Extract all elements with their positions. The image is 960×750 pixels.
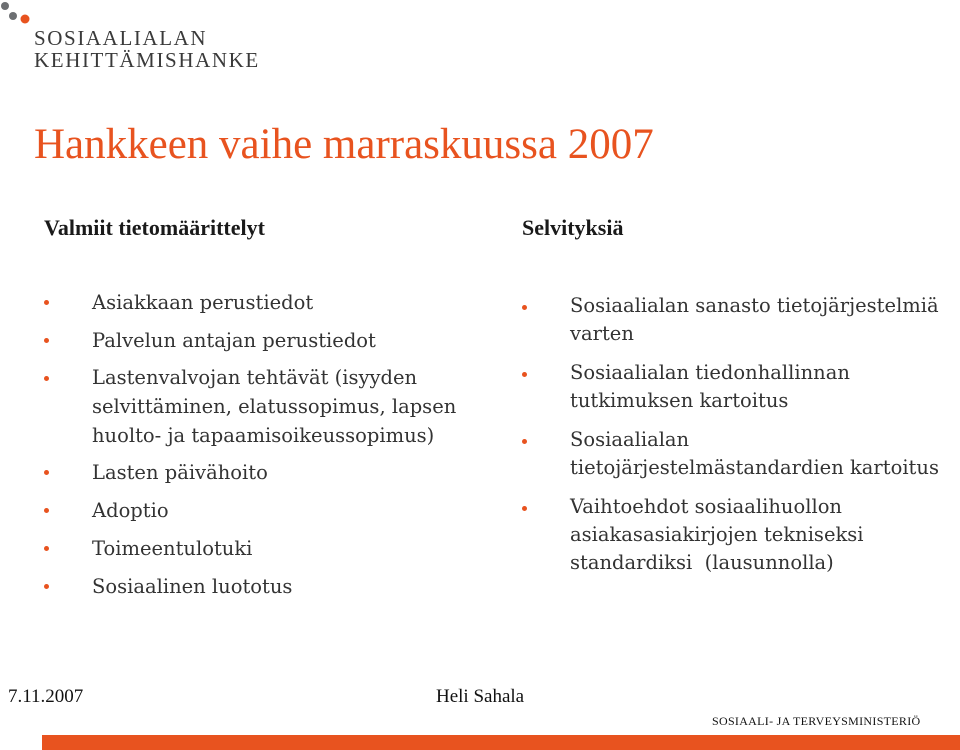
left-column-heading: Valmiit tietomäärittelyt	[44, 215, 265, 240]
bullet-icon	[522, 439, 527, 444]
bullet-icon	[44, 470, 49, 475]
list-item-line: Sosiaalialan sanasto tietojärjestelmiä	[570, 294, 939, 317]
bullet-icon	[44, 376, 49, 381]
footer-date: 7.11.2007	[8, 686, 84, 707]
list-item	[44, 571, 484, 602]
list-item-line: varten	[570, 322, 634, 345]
slide-title: Hankkeen vaihe marraskuussa 2007	[34, 121, 654, 168]
list-item-line: standardiksi (lausunnolla)	[570, 551, 834, 574]
list-item-line: Sosiaalialan tiedonhallinnan	[570, 361, 850, 384]
list-item-text: Adoptio	[92, 499, 169, 522]
list-item	[44, 533, 484, 564]
list-item-line: asiakasasiakirjojen tekniseksi	[570, 523, 864, 546]
bullet-icon	[44, 338, 49, 343]
list-item	[44, 363, 484, 450]
right-bullet-list	[522, 292, 960, 588]
list-item	[44, 495, 484, 526]
list-item-line: tietojärjestelmästandardien kartoitus	[570, 456, 939, 479]
bullet-icon	[522, 506, 527, 511]
footer-ministry: SOSIAALI- JA TERVEYSMINISTERIÖ	[712, 714, 921, 728]
logo-line-2: KEHITTÄMISHANKE	[34, 48, 260, 72]
list-item-line: tutkimuksen kartoitus	[570, 389, 789, 412]
list-item-text: Lastenvalvojan tehtävät (isyyden selvittäminen, elatussopimus, lapsen huolto- ja tapaamisoikeussopimus)	[92, 366, 457, 447]
list-item-text: Toimeentulotuki	[92, 537, 253, 560]
logo-line-1: SOSIAALIALAN	[34, 26, 208, 50]
list-item	[44, 325, 484, 356]
list-item	[44, 287, 484, 318]
footer-author: Heli Sahala	[436, 686, 525, 707]
list-item	[522, 359, 960, 415]
logo-dot-gray-1	[1, 2, 9, 10]
bullet-icon	[522, 372, 527, 377]
logo-text	[34, 27, 260, 71]
list-item	[44, 457, 484, 488]
list-item	[522, 426, 960, 482]
project-logo	[0, 0, 260, 70]
bullet-icon	[44, 546, 49, 551]
logo-dot-orange	[21, 15, 30, 24]
right-column-heading: Selvityksiä	[522, 215, 624, 240]
footer-accent-bar	[42, 735, 960, 750]
list-item-line: Vaihtoehdot sosiaalihuollon	[570, 495, 842, 518]
left-bullet-list	[44, 287, 484, 609]
logo-dot-gray-2	[9, 12, 17, 20]
list-item-text: Asiakkaan perustiedot	[92, 291, 314, 314]
list-item-line: Sosiaalialan	[570, 428, 690, 451]
bullet-icon	[522, 305, 527, 310]
list-item	[522, 292, 960, 348]
list-item	[522, 493, 960, 577]
bullet-icon	[44, 300, 49, 305]
bullet-icon	[44, 508, 49, 513]
bullet-icon	[44, 584, 49, 589]
list-item-text: Lasten päivähoito	[92, 461, 268, 484]
list-item-text: Palvelun antajan perustiedot	[92, 329, 376, 352]
list-item-text: Sosiaalinen luototus	[92, 575, 293, 598]
